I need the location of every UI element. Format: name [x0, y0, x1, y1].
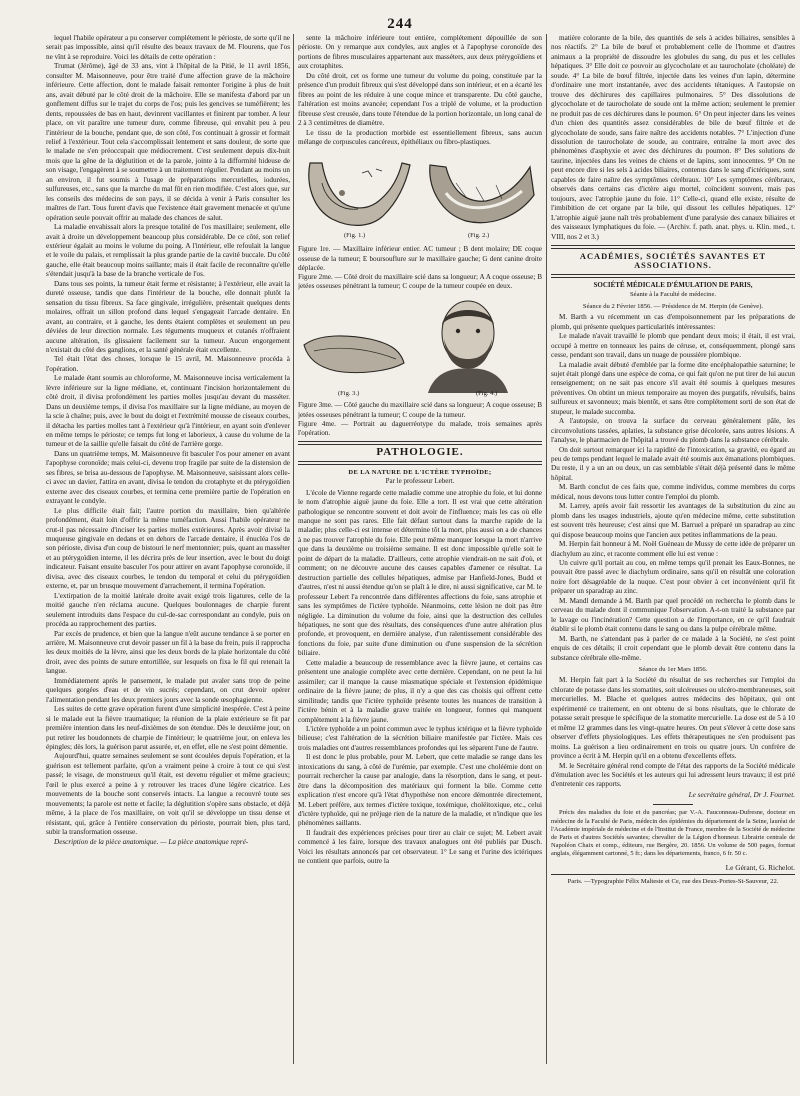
paragraph: Le malade étant soumis au chloroforme, M. Maisonneuve incisa verticalement la lèvre inférieure sur la ligne médiane, et, continuant l'incision horizontalement du côté droit, il divisa profondément les parties molles jusqu'au devant du masséter. Dans un deuxième temps, il divisa l'os maxillaire sur la ligne médiane, au moyen de la scie à chaîne; puis, avec le bout du doigt et l'extrémité mousse de ciseaux courbes, il détacha les parties molles tant à l'extérieur qu'à l'intérieur, en ayant soin d'enlever en même temps le périoste; ce temps fut long et laborieux, à cause du volume de la tumeur et de la saillie qu'elle faisait du côté de l'arrière gorge.	[46, 374, 290, 449]
paragraph: L'école de Vienne regarde cette maladie comme une atrophie du foie, et lui donne le nom d'atrophie aiguë jaune du foie. Elle a tort. Il est vrai que cette altération pathologique se rencontre souvent et doit avoir de l'influence; mais les cas où elle manque ne sont pas rares. Elle fait défaut surtout dans la marche rapide de la maladie; plus celle-ci est intense et détermine tôt la mort, plus aussi on a de chances à ne pas trouver l'atrophie du foie. Elle peut même manquer lorsque la mort n'arrive que dans la deuxième ou troisième semaine. Il est donc impossible qu'elle soit le point de départ de la maladie. D'ailleurs, cette atrophie viendrait-on ne sait d'où, et comment; on ne découvre aucune des causes capables d'amener ce résultat. La destruction partielle des cellules hépatiques, admise par Hanfield-Jones, Budd et d'autres, n'est ni aussi étendue qu'on se plaît à le dire, ni aussi significative, car M. le professeur Lebert l'a rencontrée dans différentes affections du foie, sans atrophie et sans les symptômes de l'ictère typhoïde. Néanmoins, cette lésion ne doit pas être négligée. La diminution du volume du foie, ainsi que la destruction des cellules hépatiques, ne sont que des résultats, des conséquences d'une autre altération plus profonde, et provoquent, en dernière analyse, d'un ralentissement considérable des fonctions du foie, par suite d'une diminution ou d'une suspension de la sécrétion biliaire.	[298, 488, 542, 658]
section-rule	[298, 441, 542, 445]
figure-label: (Fig. 2.)	[468, 232, 490, 240]
paragraph: M. Larrey, après avoir fait ressortir les avantages de la substitution du zinc au plomb dans les usages industriels, ajoute qu'en médecine même, cette substitution est souvent très heureuse; c'est ainsi que M. Barruel a préparé un sparadrap au zinc qui dispose beaucoup moins que l'ancien aux petites inflammations de la peau.	[551, 502, 795, 539]
section-title: PATHOLOGIE.	[376, 446, 464, 459]
paragraph: La maladie envahissait alors la presque totalité de l'os maxillaire; seulement, elle avait à droite un développement beaucoup plus considérable. De ce côté, son relief extérieur égalait au moins le volume du poing. A l'intérieur, elle refoulait la langue et le voile du palais, et remplissait la plus grande partie de la cavité buccale. Du côté gauche, elle était beaucoup moins saillante; mais il était facile de reconnaître qu'elle s'étendait jusqu'à la base de la branche verticale de l'os.	[46, 223, 290, 279]
figure-label: (Fig. 4.)	[476, 390, 498, 398]
society-name: SOCIÉTÉ MÉDICALE D'ÉMULATION DE PARIS,	[593, 280, 753, 289]
paragraph: Du côté droit, cet os forme une tumeur du volume du poing, constituée par la présence d'un produit fibreux qui s'est développé dans son intérieur, et en a écarté les fibres au point de les réduire à une coque mince et transparente. Du côté gauche, l'altération est moins avancée; cependant l'os a triplé de volume, et la production fibreuse s'est creusée, dans toute l'étendue de la portion horizontale, un long canal de 2 à 3 centimètres de diamètre.	[298, 71, 542, 128]
figure-label: (Fig. 3.)	[338, 390, 360, 398]
paragraph: Il est donc le plus probable, pour M. Lebert, que cette maladie se range dans les intoxications du sang, à côté de l'urémie, par exemple. C'est une choléémie dont on pourrait rechercher la cause par analogie, dans la résorption, dans le sang, et peut-être dans la décomposition des matériaux qui forment la bile. Comme cette explication n'est encore qu'à l'état d'hypothèse non encore démontrée directement, M. Lebert préfère, aux termes d'ictère toxique, toxémique, choléitoxique, etc., celui d'ictère typhoïde, qui ne préjuge rien de la nature de la maladie, et n'indique que les phénomènes saillants.	[298, 753, 542, 828]
figures-bottom	[298, 295, 542, 399]
paragraph: Le tissu de la production morbide est essentiellement fibreux, sans aucun mélange de corpuscules cancéreux, épithéliaux ou fibro-plastiques.	[298, 128, 542, 146]
figure-caption: Figure 4me. — Portrait au daguerréotype du malade, trois semaines après l'opération.	[298, 419, 542, 438]
divider	[653, 804, 693, 805]
paragraph: Il faudrait des expériences précises pour tirer au clair ce sujet; M. Lebert avait commencé à les faire, lorsque des travaux analogues ont été publiés par Dusch. Voici les résultats annoncés par cet observateur. 1° Le sang et l'urine des ictériques ne contient que parfois, outre la	[298, 828, 542, 866]
paragraph: Le plus difficile était fait; l'autre portion du maxillaire, bien qu'altérée profondément, était loin d'offrir la même tuméfaction. Aussi l'habile opérateur ne crut-il pas nécessaire d'inciser les parties molles extérieures. Après avoir divisé la muqueuse gingivale en dedans et en dehors de l'arcade dentaire, il énucléa l'os de son périoste, divisa d'un coup de bistouri le nerf mentonnier; puis, quant au masséter et au ptérygoïdien interne, il les décrira près de leur insertion, avec le bout du doigt indicateur. Faisant ensuite basculer l'os pour attirer en avant l'apophyse coronoïde, il divisa, avec des ciseaux courbes, le tendon du temporal et celui du ptérygoïdien externe, et, par un brusque mouvement d'arrachement, il termina l'opération.	[46, 506, 290, 591]
jaw-figure-2	[426, 153, 540, 233]
bibliography-notice: Précis des maladies du foie et du pancréas; par V.-A. Fauconneau-Dufresne, docteur en médecine de la Faculté de Paris, médecin des épidémies du département de la Seine, lauréat de l'Académie impériale de médecine et de l'Institut de France, membre de la Société de médecine de Paris et d'autres Sociétés savantes; chevalier de la Légion d'honneur. Librairie centrale de Napoléon Chaix et comp., éditeurs, rue Bergère, 20. 1856. Un volume de 500 pages, format anglais, élégamment cartonné, 5 fr.; dans les départements, franco, 6 fr. 50 c.	[551, 809, 795, 858]
paragraph: Aujourd'hui, quatre semaines seulement se sont écoulées depuis l'opération, et la guérison est tellement parfaite, qu'on a vraiment peine à croire à tout ce qui s'est passé; le visage, de monstrueux qu'il était, est devenu régulier et même gracieux; l'œil le plus exercé a peine à y retrouver les traces d'une légère cicatrice. Les mouvements de la bouche sont conservés intacts. La langue a recouvré toute ses mouvements; la parole est nette et facile; la déglutition s'opère sans obstacle, et déjà même, à la place de l'os maxillaire, on voit qu'il se développe un tissu dense et résistant, qui, grâce à l'entière conservation du périoste, pourrait bien, plus tard, subir la transformation osseuse.	[46, 752, 290, 837]
figure-label: (Fig. 1.)	[344, 232, 366, 240]
paragraph: Description de la pièce anatomique. — La pièce anatomique repré-	[54, 837, 249, 846]
signature: Le secrétaire général, Dr J. Fournet.	[688, 790, 795, 799]
section-rule	[298, 461, 542, 465]
section-rule	[551, 274, 795, 278]
paragraph: L'ictère typhoïde a un point commun avec le typhus ictérique et la fièvre typhoïde bilieuse; c'est l'altération de la sécrétion biliaire manifestée par l'ictère. Mais ces trois maladies ont d'autres ressemblances profondes qui les séparent l'une de l'autre.	[298, 724, 542, 752]
jaw-figure-1	[302, 153, 420, 233]
paragraph: Tel était l'état des choses, lorsque le 15 avril, M. Maisonneuve procéda à l'opération.	[46, 355, 290, 373]
column-3	[551, 34, 795, 1064]
jaw-figure-3	[300, 325, 408, 385]
manager-signature: Le Gérant, G. Richelot.	[725, 862, 795, 872]
paragraph: M. le Secrétaire général rend compte de l'état des rapports de la Société médicale d'émulation avec les Sociétés et les auteurs qui lui adressent leurs travaux; il est prié d'entretenir ces rapports.	[551, 761, 795, 789]
column-divider	[546, 34, 547, 1064]
paragraph: Dans tous ses points, la tumeur était ferme et résistante; à l'extérieur, elle avait la dureté osseuse, tandis que dans l'intérieur de la bouche, elle donnait plutôt la sensation du tissu fibreux. Sa face gingivale, irrégulière, présentait quelques dents molaires, offrait un sillon profond dans lequel s'engageait l'arcade dentaire. En avant, au contraire, et à gauche, les dents étaient complètes et seulement un peu déviées de leur direction normale. Les téguments muqueux et cutanés n'offraient aucune altération, ils glissaient facilement sur la tumeur. Aucun engorgement n'existait du côté des ganglions, et la santé générale était excellente.	[46, 279, 290, 354]
printer-line: Paris. —Typographie Félix Malteste et Ce, rue des Deux-Portes-St-Sauveur, 22.	[551, 874, 795, 886]
paragraph: Immédiatement après le pansement, le malade put avaler sans trop de peine quelques gorgées d'eau et de vin sucrés; cependant, on crut devoir opérer l'alimentation pendant les deux premiers jours avec la sonde œsophagienne.	[46, 676, 290, 704]
paragraph: Trumat (Jérôme), âgé de 33 ans, vint à l'hôpital de la Pitié, le 11 avril 1856, consulter M. Maisonneuve, pour être traité d'une affection grave de la mâchoire inférieure. Cette affection, dont le malade faisait remonter l'origine à plus de huit ans, avait débuté par le côté droit de la mâchoire. Elle se manifesta d'abord par un gonflement diffus sur le trajet du corps de l'os; puis les gencives se tuméfièrent; les dents, repoussées de bas en haut, devinrent vacillantes et finirent par tomber. A leur place, on vit paraître une tumeur dure, comme fibreuse, qui envahit peu à peu l'intérieur de la bouche, pendant que, de son côté, l'os continuait à grossir et formait relief à l'extérieur. Tout cela s'accomplissait lentement et sans douleur, de sorte que le malade ne s'en préoccupait que médiocrement. C'est seulement depuis dix-huit mois que la gêne de la déglutition et de la parole, jointe à la difformité hideuse de son visage, l'engagèrent à se soumettre à un traitement régulier. Pendant au moins un an environ, il fut soumis à l'usage de préparations mercurielles, iodurées, sulfureuses, etc., sans que la marche du mal fût en rien modifiée. C'est alors que, sur les conseils des médecins de son pays, il se décida à venir à Paris consulter les maîtres de l'art. Tous furent d'avis que l'existence était gravement menacée et qu'une opération seule pouvait offrir au malade des chances de salut.	[46, 62, 290, 222]
page-number: 244	[387, 16, 413, 32]
figure-caption: Figure 1re. — Maxillaire inférieur entier. AC tumeur ; B dent molaire; DE coque osseuse de la tumeur; E boursouflure sur le maxillaire gauche; G dent canine droite déplacée.	[298, 245, 542, 272]
paragraph: Dans un quatrième temps, M. Maisonneuve fit basculer l'os pour amener en avant l'apophyse coronoïde; mais celui-ci, devenu trop fragile par suite de la distension de ses fibres, se brisa au-dessous de l'apophyse. M. Maisonneuve, saisissant alors celle-ci avec un davier, l'attira en avant, divisa le tendon du crotaphyte et du ptérygoïdien externe avec des ciseaux courbes, et termina cette première partie de l'opération en extrayant le condyle.	[46, 449, 290, 506]
paragraph: Par excès de prudence, et bien que la langue n'eût aucune tendance à se porter en arrière, M. Maisonneuve crut devoir passer un fil à la base du frein, puis il rapprocha les deux moitiés de la lèvre, ainsi que les deux bords de la plaie horizontale du côté droit, avec des points de suture entortillée, sur lesquels on fixa le fil qui retenait la langue.	[46, 629, 290, 676]
paragraph: L'extirpation de la moitié latérale droite avait exigé trois ligatures, celle de la moitié gauche n'en réclama aucune. Quelques boulonnages de charpie furent seulement introduits dans l'espace du cul-de-sac correspondant au condyle, puis on procéda au rapprochement des parties.	[46, 591, 290, 629]
figure-caption: Figure 2me. — Côté droit du maxillaire scié dans sa longueur; A A coque osseuse; B jetées osseuses pénétrant la tumeur; C coupe de la tumeur coupée en deux.	[298, 273, 542, 291]
session-heading: Séance du 2 Février 1856. — Présidence de M. Herpin (de Genève).	[582, 302, 764, 310]
paragraph: M. Barth, ne s'attendant pas à parler de ce malade à la Société, ne s'est point enquis de ces détails; il croit cependant que le plomb devait être contenu dans la substance cérébrale elle-même.	[551, 634, 795, 662]
section-rule	[551, 245, 795, 249]
society-subtitle: Séante à la Faculté de médecine.	[629, 291, 717, 299]
paragraph: lequel l'habile opérateur a pu conserver complétement le périoste, de sorte qu'il ne serait pas impossible, ainsi qu'il résulte des beaux travaux de M. Flourens, que l'os ne vînt à se reproduire. Voici les détails de cette opération :	[46, 34, 290, 61]
section-title: ACADÉMIES, SOCIÉTÉS SAVANTES ET ASSOCIATIONS.	[579, 251, 767, 271]
column-1	[46, 34, 290, 1064]
paragraph: sente la mâchoire inférieure tout entière, complétement dépouillée de son périoste. On y remarque aux condyles, aux angles et à l'apophyse coronoïde des portions de fibres musculaires appartenant aux masséters, aux deux ptérygoïdiens et aux crotaphites.	[298, 34, 542, 71]
figure-caption: Figure 3me. — Côté gauche du maxillaire scié dans sa longueur; A coque osseuse; B jetées osseuses pénétrant la tumeur; C coupe de la tumeur.	[298, 401, 542, 419]
paragraph: M. Barth a vu récemment un cas d'empoisonnement par les préparations de plomb, qui présente quelques particularités intéressantes:	[551, 313, 795, 331]
paragraph: A l'autopsie, on trouva la surface du cerveau généralement pâle, les circonvolutions tassées, aplaties, la substance grise décolorée, sans autres lésions. A l'analyse, le pharmacien de l'hôpital a trouvé du plomb dans la substance cérébrale.	[551, 417, 795, 445]
portrait-figure-4	[418, 295, 518, 393]
figures-top	[298, 151, 542, 243]
paragraph: M. Mandl demande à M. Barth par quel procédé on rechercha le plomb dans le cerveau du malade dont il communique l'observation. A-t-on traité la substance par le lavage ou l'incinération? Cette question a de l'importance, en ce qu'il faudrait établir si le plomb était contenu dans le sang ou dans la pulpe cérébrale même.	[551, 596, 795, 634]
article-title: DE LA NATURE DE L'ICTÈRE TYPHOÏDE;	[348, 468, 492, 476]
paragraph: On doit surtout remarquer ici la rapidité de l'intoxication, sa gravité, eu égard au peu de temps pendant lequel le malade avait été soumis aux émanations plombiques. Du reste, il y a un an ou deux, un cas semblable s'était déjà présenté dans le même hôpital.	[551, 445, 795, 482]
paragraph: M. Barth conclut de ces faits que, comme individus, comme membres du corps médical, nous devons tous lutter contre l'emploi du plomb.	[551, 483, 795, 501]
paragraph: Un cuivre qu'il portait au cou, en même temps qu'il prenait les Eaux-Bonnes, ne pouvait être passé avec le diachylum ordinaire, sans qu'il en résultât une coloration noire fort désagréable de la nuque. C'est pour obvier à cet inconvénient qu'il fit préparer un sparadrap au zinc.	[551, 559, 795, 596]
paragraph: Cette maladie a beaucoup de ressemblance avec la fièvre jaune, et certains cas présentent une analogie complète avec cette dernière. Cependant, on ne peut la lui assimiler; car il manque la cause miasmatique spéciale et l'extension épidémique ordinaire de la fièvre jaune; de plus, il n'y a que des cas choisis qui offrent cette similitude; tandis que l'ictère typhoïde présente toutes les nuances de transition à l'ictère bénin et à la maladie grave traitée en longueur, formes qui manquent complètement à la fièvre jaune.	[298, 658, 542, 724]
paragraph: M. Herpin fait part à la Société du résultat de ses recherches sur l'emploi du chlorate de potasse dans les stomatites, soit ulcéreuses ou ulcéro-membraneuses, soit mercurielles. M. Blache et quelques autres médecins des hôpitaux, qui ont expérimenté ce traitement, en ont obtenu de si bons résultats, que le chlorate de potasse serait presque le spécifique de la stomatite mercurielle. La dose est de 5 à 10 et même 12 grammes dans les vingt-quatre heures. On peut s'élever à cette dose sans observer d'effets physiologiques. Les effets thérapeutiques ne s'en produisent pas moins. La guérison a lieu ordinairement en trois ou quatre jours. Un confrère de province a écrit à M. Herpin qu'il en a obtenu d'excellents effets.	[551, 676, 795, 761]
article-byline: Par le professeur Lebert.	[385, 477, 455, 486]
paragraph: Le malade n'avait travaillé le plomb que pendant deux mois; il était, il est vrai, occupé à mettre en tonneaux les pains de céruse, et, conséquemment, plongé sans cesse, pendant son travail, dans un nuage de poussière plombique.	[551, 332, 795, 360]
column-divider	[293, 34, 294, 1064]
paragraph: matière colorante de la bile, des quantités de sels à acides biliaires, sensibles à nos réactifs. 2° La bile de bœuf et probablement celle de l'homme et d'autres animaux a la propriété de dissoudre les globules du sang, du pus et les cellules hépatiques. 3° Elle doit ce pouvoir au glycocholate et au taurocholate (choléate) de soude. 4° La bile de bœuf filtrée, injectée dans les veines d'un lapin, détermine d'ordinaire une mort instantanée, avec des accidents tétaniques. A l'autopsie on trouve des déchirures des capillaires pulmonaires. 5° Des dissolutions de glycocholate et de taurocholate de soude ont la même action; seulement le premier ne produit pas de ces déchirures dans le poumon. 6° On peut injecter dans les veines d'un chien des quantités assez considérables de bile de bœuf filtrée et de glycocholate de soude, sans faire naître des accidents notables. 7° L'injection d'une dissolution de taurocholate de soude, au contraire, entraîne la mort avec des phénomènes d'asphyxie et avec des déchirures du poumon. 8° Des solutions de taurine, injectées dans les veines de chiens et de lapins, sont innocentes. 9° On ne peut encore dire si les sels à acides biliaires, contenus dans le sang d'ictériques, sont capables de faire naître des symptômes cérébraux. 10° Les symptômes cérébraux, observés dans certains cas d'ictère aigu mortel, coïncident souvent, mais pas toujours, avec l'atrophie jaune du foie. 11° Celle-ci, quand elle existe, résulte de l'imbibition de cet organe par la bile, qui dissout les cellules hépatiques. 12° L'atrophie aiguë jaune naît très probablement d'une paralysie des canaux biliaires et des vaisseaux lymphatiques du foie. — (Archiv. f. path. anat. phys. u. Klin. med., t. VIII, nos 2 et 3.)	[551, 34, 795, 241]
session-heading: Séance du 1er Mars 1856.	[638, 666, 708, 673]
paragraph: La maladie avait débuté d'emblée par la forme dite encéphalopathie saturnine; le sujet était plongé dans une espèce de coma, ce qui fait qu'on ne put tirer de lui aucun renseignement; on ne sait pas encore s'il avait été soumis à quelques mesures préventives. On obtint un mieux temporaire au moyen des purgatifs, révulsifs, bains sulfureux et savonneux; mais bientôt, et sans être complétement sorti de son état de stupeur, le malade succomba.	[551, 360, 795, 416]
paragraph: M. Herpin fait honneur à M. Noël Guéneau de Mussy de cette idée de préparer un diachylum au zinc, et raconte comment elle lui est venue :	[551, 540, 795, 558]
column-2	[298, 34, 542, 1064]
paragraph: Les suites de cette grave opération furent d'une simplicité inespérée. C'est à peine si le malade eut la fièvre traumatique; la réunion de la plaie extérieure se fit par première intention dans les neuf-dixièmes de son étendue. Dès le deuxième jour, on put retirer les boudonnets de charpie de l'intérieur; le quatrième jour, on enleva les épingles; dès lors, la guérison parut assurée, et, en effet, elle ne s'est point démentie.	[46, 705, 290, 751]
